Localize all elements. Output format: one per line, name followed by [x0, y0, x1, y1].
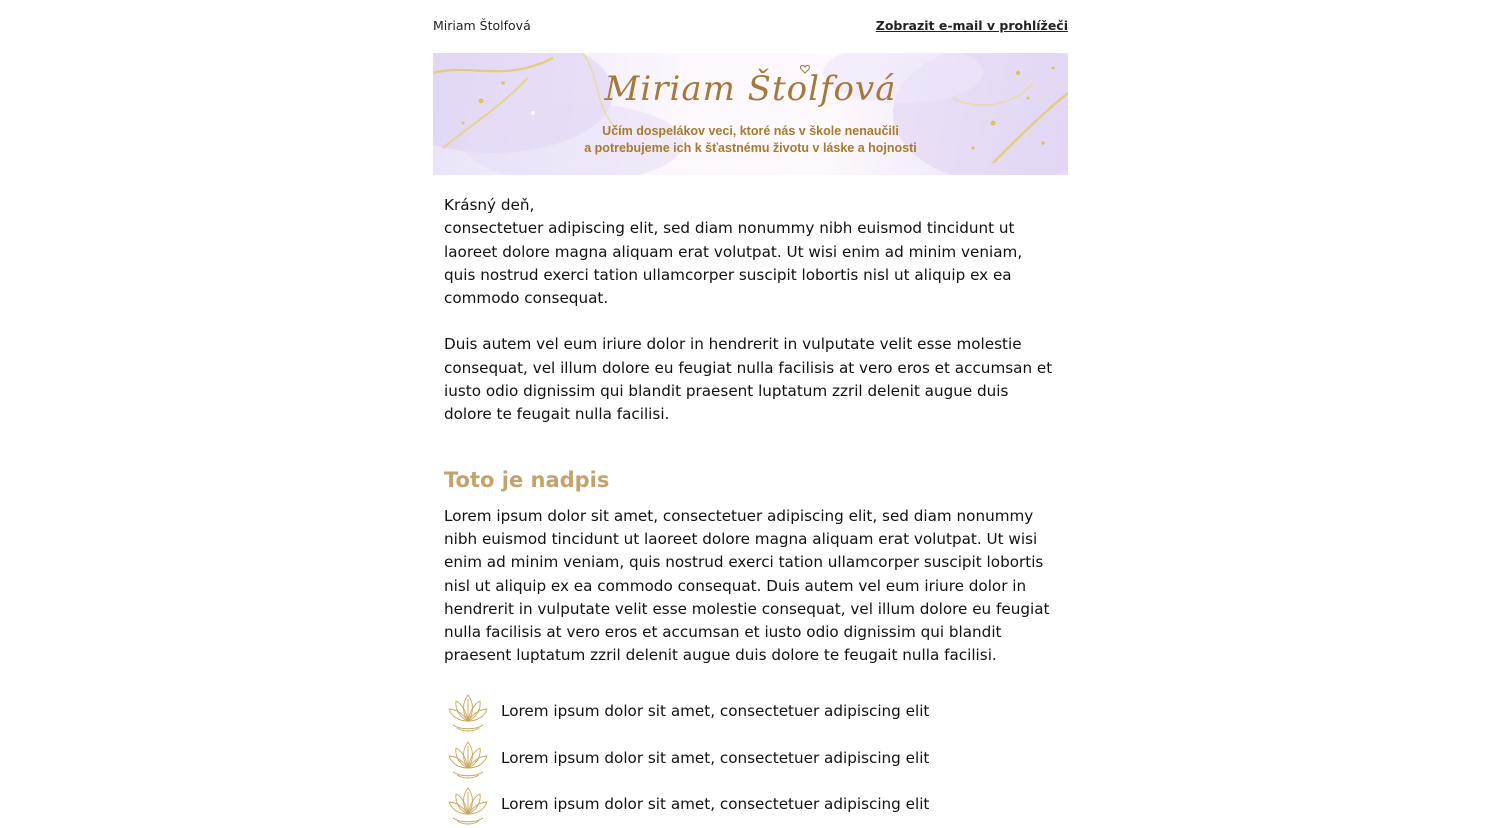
lotus-icon: [445, 689, 491, 735]
list-item-text: Lorem ipsum dolor sit amet, consectetuer adipiscing elit: [501, 702, 930, 721]
paragraph-1: consectetuer adipiscing elit, sed diam nonummy nibh euismod tincidunt ut laoreet dolore magna aliquam erat volutpat. Ut wisi enim ad minim veniam, quis nostrud exerci tation ullamcorper suscipit lobortis nisl ut aliquip ex ea commodo consequat.: [444, 219, 1023, 308]
banner-tagline: [433, 123, 1068, 157]
list-item: [444, 782, 1057, 828]
view-in-browser-link[interactable]: Zobrazit e-mail v prohlížeči: [875, 18, 1068, 33]
paragraph-2: Duis autem vel eum iriure dolor in hendrerit in vulputate velit esse molestie consequat, vel illum dolore eu feugiat nulla facilisis at vero eros et accumsan et iusto odio dignissim qui blandit praesent luptatum zzril delenit augue duis dolore te feugait nulla facilisi.: [444, 335, 1053, 424]
sender-name: Miriam Štolfová: [433, 18, 531, 33]
email-body: [433, 175, 1068, 828]
greeting: Krásný deň,: [444, 196, 535, 214]
email-header: [433, 0, 1068, 53]
list-item-text: Lorem ipsum dolor sit amet, consectetuer adipiscing elit: [501, 748, 930, 767]
paragraph-3: Lorem ipsum dolor sit amet, consectetuer adipiscing elit, sed diam nonummy nibh euismod tincidunt ut laoreet dolore magna aliquam erat volutpat. Ut wisi enim ad minim veniam, quis nostrud exerci tation ullamcorper suscipit lobortis nisl ut aliquip ex ea commodo consequat. Duis autem vel eum iriure dolor in hendrerit in vulputate velit esse molestie consequat, vel illum dolore eu feugiat nulla facilisis at vero eros et accumsan et iusto odio dignissim qui blandit praesent luptatum zzril delenit augue duis dolore te feugait nulla facilisi.: [444, 506, 1050, 665]
banner-tagline-line-1: Učím dospelákov veci, ktoré nás v škole nenaučili: [602, 124, 899, 138]
bullet-list: [444, 689, 1057, 828]
list-item-text: Lorem ipsum dolor sit amet, consectetuer adipiscing elit: [501, 795, 930, 814]
lotus-icon: [445, 736, 491, 782]
email-container: [433, 0, 1068, 828]
list-item: [444, 689, 1057, 736]
section-heading: Toto je nadpis: [444, 467, 610, 492]
banner-tagline-line-2: a potrebujeme ich k šťastnému životu v láske a hojnosti: [584, 141, 917, 155]
header-banner: [433, 53, 1068, 175]
list-item: [444, 735, 1057, 782]
banner-signature-title: Miriam Štolfová: [604, 69, 897, 109]
lotus-icon: [445, 782, 491, 828]
